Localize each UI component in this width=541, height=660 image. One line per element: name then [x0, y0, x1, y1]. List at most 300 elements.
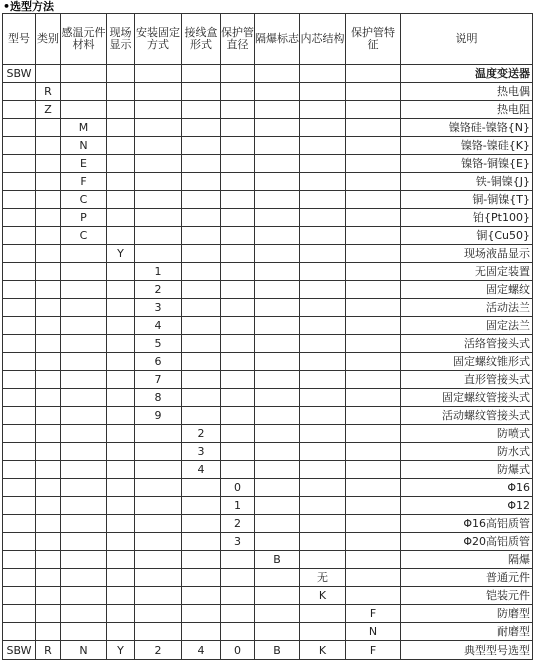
- cell-model: [3, 389, 36, 407]
- cell-category: [36, 245, 61, 263]
- cell-category: [36, 605, 61, 623]
- cell-explosion-proof: [255, 209, 300, 227]
- cell-description: 典型型号选型: [401, 641, 533, 660]
- cell-tube-diameter: [221, 389, 255, 407]
- cell-description: Φ16高铝质管: [401, 515, 533, 533]
- cell-local-display: [107, 407, 135, 425]
- cell-junction-box: [182, 155, 221, 173]
- cell-tube-feature: [346, 191, 401, 209]
- cell-tube-diameter: [221, 425, 255, 443]
- table-row: [3, 191, 533, 209]
- cell-category: [36, 515, 61, 533]
- cell-model: [3, 101, 36, 119]
- header-local-display: 现场显示: [107, 14, 135, 65]
- cell-description: 直形管接头式: [401, 371, 533, 389]
- cell-explosion-proof: [255, 173, 300, 191]
- cell-description: 耐磨型: [401, 623, 533, 641]
- header-category: 类别: [36, 14, 61, 65]
- table-row: [3, 335, 533, 353]
- cell-local-display: [107, 173, 135, 191]
- cell-mounting: [135, 479, 182, 497]
- cell-model: [3, 137, 36, 155]
- cell-local-display: [107, 425, 135, 443]
- cell-explosion-proof: [255, 425, 300, 443]
- table-row: [3, 209, 533, 227]
- cell-tube-feature: [346, 317, 401, 335]
- cell-description: 固定螺纹: [401, 281, 533, 299]
- cell-local-display: Y: [107, 245, 135, 263]
- cell-tube-diameter: [221, 623, 255, 641]
- cell-junction-box: 2: [182, 425, 221, 443]
- cell-description: 防喷式: [401, 425, 533, 443]
- cell-sensor-material: [61, 407, 107, 425]
- cell-category: [36, 353, 61, 371]
- cell-core-structure: [300, 389, 346, 407]
- cell-mounting: 5: [135, 335, 182, 353]
- table-row: [3, 551, 533, 569]
- cell-tube-feature: [346, 335, 401, 353]
- cell-sensor-material: N: [61, 137, 107, 155]
- cell-core-structure: [300, 245, 346, 263]
- cell-tube-feature: [346, 497, 401, 515]
- cell-mounting: [135, 119, 182, 137]
- cell-junction-box: [182, 299, 221, 317]
- cell-tube-diameter: [221, 191, 255, 209]
- cell-core-structure: 无: [300, 569, 346, 587]
- table-row: [3, 425, 533, 443]
- cell-tube-feature: N: [346, 623, 401, 641]
- table-row: [3, 317, 533, 335]
- cell-explosion-proof: [255, 227, 300, 245]
- cell-core-structure: [300, 209, 346, 227]
- cell-model: [3, 497, 36, 515]
- cell-category: [36, 461, 61, 479]
- cell-core-structure: [300, 299, 346, 317]
- cell-core-structure: [300, 227, 346, 245]
- cell-description: 铂{Pt100}: [401, 209, 533, 227]
- table-row: [3, 245, 533, 263]
- cell-junction-box: [182, 533, 221, 551]
- cell-junction-box: [182, 227, 221, 245]
- cell-local-display: [107, 533, 135, 551]
- cell-model: [3, 119, 36, 137]
- cell-tube-feature: [346, 461, 401, 479]
- cell-mounting: 4: [135, 317, 182, 335]
- cell-local-display: [107, 443, 135, 461]
- cell-tube-diameter: [221, 101, 255, 119]
- header-mounting: 安装固定方式: [135, 14, 182, 65]
- cell-model: [3, 245, 36, 263]
- table-row: [3, 299, 533, 317]
- cell-local-display: [107, 353, 135, 371]
- cell-explosion-proof: [255, 353, 300, 371]
- cell-tube-feature: [346, 245, 401, 263]
- cell-description: 镍铬硅-镍铬{N}: [401, 119, 533, 137]
- cell-core-structure: [300, 551, 346, 569]
- cell-description: 活络管接头式: [401, 335, 533, 353]
- cell-category: [36, 281, 61, 299]
- cell-description: 普通元件: [401, 569, 533, 587]
- cell-description: 热电阻: [401, 101, 533, 119]
- cell-sensor-material: M: [61, 119, 107, 137]
- cell-category: [36, 137, 61, 155]
- cell-sensor-material: [61, 317, 107, 335]
- cell-tube-diameter: [221, 335, 255, 353]
- cell-junction-box: [182, 407, 221, 425]
- table-row: [3, 101, 533, 119]
- cell-core-structure: K: [300, 587, 346, 605]
- cell-core-structure: [300, 155, 346, 173]
- cell-tube-diameter: [221, 263, 255, 281]
- cell-sensor-material: [61, 461, 107, 479]
- cell-model: [3, 587, 36, 605]
- cell-model: [3, 569, 36, 587]
- cell-tube-feature: [346, 155, 401, 173]
- cell-explosion-proof: [255, 263, 300, 281]
- cell-explosion-proof: [255, 317, 300, 335]
- cell-tube-feature: [346, 479, 401, 497]
- cell-description: 铜{Cu50}: [401, 227, 533, 245]
- cell-description: 固定法兰: [401, 317, 533, 335]
- cell-sensor-material: [61, 497, 107, 515]
- cell-category: [36, 299, 61, 317]
- cell-category: R: [36, 83, 61, 101]
- cell-junction-box: [182, 569, 221, 587]
- cell-description: 固定螺纹锥形式: [401, 353, 533, 371]
- cell-sensor-material: [61, 263, 107, 281]
- table-row: [3, 173, 533, 191]
- cell-explosion-proof: [255, 497, 300, 515]
- cell-tube-diameter: [221, 605, 255, 623]
- cell-sensor-material: [61, 299, 107, 317]
- cell-mounting: 8: [135, 389, 182, 407]
- cell-category: [36, 443, 61, 461]
- cell-sensor-material: [61, 551, 107, 569]
- cell-explosion-proof: [255, 299, 300, 317]
- cell-sensor-material: [61, 83, 107, 101]
- cell-category: [36, 389, 61, 407]
- cell-junction-box: [182, 65, 221, 83]
- cell-model: [3, 191, 36, 209]
- cell-sensor-material: P: [61, 209, 107, 227]
- cell-mounting: [135, 209, 182, 227]
- cell-core-structure: [300, 173, 346, 191]
- cell-description: 铠装元件: [401, 587, 533, 605]
- cell-sensor-material: [61, 101, 107, 119]
- cell-category: [36, 191, 61, 209]
- cell-local-display: [107, 299, 135, 317]
- table-row: [3, 65, 533, 83]
- cell-explosion-proof: [255, 443, 300, 461]
- cell-category: [36, 65, 61, 83]
- cell-description: 固定螺纹管接头式: [401, 389, 533, 407]
- table-row: [3, 443, 533, 461]
- cell-model: [3, 407, 36, 425]
- cell-local-display: [107, 335, 135, 353]
- cell-tube-feature: F: [346, 641, 401, 660]
- table-row: [3, 227, 533, 245]
- cell-core-structure: [300, 515, 346, 533]
- cell-category: [36, 227, 61, 245]
- cell-category: [36, 425, 61, 443]
- cell-description: Φ20高铝质管: [401, 533, 533, 551]
- cell-mounting: [135, 191, 182, 209]
- cell-description: 热电偶: [401, 83, 533, 101]
- cell-core-structure: [300, 281, 346, 299]
- cell-tube-feature: [346, 443, 401, 461]
- cell-model: [3, 371, 36, 389]
- cell-core-structure: [300, 605, 346, 623]
- cell-core-structure: [300, 407, 346, 425]
- cell-tube-diameter: [221, 299, 255, 317]
- cell-mounting: [135, 569, 182, 587]
- cell-sensor-material: [61, 65, 107, 83]
- cell-local-display: [107, 497, 135, 515]
- cell-tube-feature: [346, 515, 401, 533]
- cell-core-structure: [300, 425, 346, 443]
- cell-core-structure: [300, 533, 346, 551]
- cell-model: [3, 209, 36, 227]
- cell-explosion-proof: [255, 389, 300, 407]
- cell-junction-box: 4: [182, 641, 221, 660]
- cell-category: [36, 569, 61, 587]
- cell-junction-box: [182, 209, 221, 227]
- table-row: [3, 605, 533, 623]
- cell-mounting: 7: [135, 371, 182, 389]
- cell-explosion-proof: [255, 515, 300, 533]
- cell-mounting: 9: [135, 407, 182, 425]
- table-row: [3, 83, 533, 101]
- cell-category: [36, 587, 61, 605]
- cell-description: 温度变送器: [401, 65, 533, 83]
- cell-category: [36, 407, 61, 425]
- cell-local-display: [107, 479, 135, 497]
- cell-description: 无固定装置: [401, 263, 533, 281]
- table-row: [3, 587, 533, 605]
- cell-local-display: [107, 83, 135, 101]
- table-row: [3, 407, 533, 425]
- cell-tube-diameter: 2: [221, 515, 255, 533]
- cell-model: [3, 335, 36, 353]
- cell-local-display: Y: [107, 641, 135, 660]
- cell-tube-feature: [346, 227, 401, 245]
- cell-junction-box: [182, 317, 221, 335]
- cell-tube-diameter: 0: [221, 641, 255, 660]
- cell-description: 防水式: [401, 443, 533, 461]
- cell-tube-feature: [346, 83, 401, 101]
- table-row: [3, 479, 533, 497]
- cell-tube-feature: [346, 119, 401, 137]
- cell-core-structure: [300, 623, 346, 641]
- cell-description: 隔爆: [401, 551, 533, 569]
- cell-junction-box: [182, 137, 221, 155]
- cell-category: Z: [36, 101, 61, 119]
- cell-category: [36, 479, 61, 497]
- table-row: [3, 371, 533, 389]
- cell-local-display: [107, 191, 135, 209]
- cell-explosion-proof: [255, 461, 300, 479]
- cell-category: [36, 371, 61, 389]
- cell-core-structure: [300, 353, 346, 371]
- cell-tube-feature: [346, 281, 401, 299]
- cell-explosion-proof: [255, 407, 300, 425]
- cell-sensor-material: N: [61, 641, 107, 660]
- cell-mounting: [135, 155, 182, 173]
- cell-core-structure: [300, 443, 346, 461]
- cell-core-structure: [300, 371, 346, 389]
- table-row: [3, 461, 533, 479]
- cell-tube-diameter: [221, 371, 255, 389]
- cell-core-structure: [300, 317, 346, 335]
- cell-description: 防磨型: [401, 605, 533, 623]
- cell-local-display: [107, 605, 135, 623]
- cell-core-structure: [300, 101, 346, 119]
- cell-explosion-proof: [255, 569, 300, 587]
- cell-core-structure: [300, 119, 346, 137]
- cell-tube-feature: [346, 533, 401, 551]
- cell-junction-box: [182, 245, 221, 263]
- cell-core-structure: [300, 461, 346, 479]
- cell-mounting: [135, 515, 182, 533]
- cell-tube-diameter: [221, 461, 255, 479]
- cell-tube-feature: [346, 371, 401, 389]
- cell-explosion-proof: [255, 623, 300, 641]
- cell-mounting: [135, 533, 182, 551]
- cell-junction-box: [182, 479, 221, 497]
- cell-explosion-proof: [255, 587, 300, 605]
- cell-model: [3, 281, 36, 299]
- cell-tube-feature: [346, 65, 401, 83]
- cell-sensor-material: [61, 245, 107, 263]
- cell-local-display: [107, 263, 135, 281]
- cell-tube-diameter: [221, 155, 255, 173]
- table-row: [3, 353, 533, 371]
- cell-local-display: [107, 623, 135, 641]
- cell-explosion-proof: [255, 605, 300, 623]
- cell-tube-diameter: [221, 353, 255, 371]
- model-selection-table: [2, 13, 533, 660]
- table-header-row: [3, 14, 533, 65]
- cell-junction-box: [182, 263, 221, 281]
- cell-tube-diameter: [221, 137, 255, 155]
- cell-tube-feature: [346, 569, 401, 587]
- cell-model: [3, 623, 36, 641]
- cell-tube-feature: [346, 263, 401, 281]
- cell-junction-box: [182, 191, 221, 209]
- cell-core-structure: [300, 137, 346, 155]
- table-body: [3, 65, 533, 660]
- cell-local-display: [107, 515, 135, 533]
- cell-mounting: [135, 425, 182, 443]
- cell-local-display: [107, 65, 135, 83]
- cell-mounting: 6: [135, 353, 182, 371]
- cell-category: [36, 623, 61, 641]
- cell-junction-box: [182, 515, 221, 533]
- cell-tube-feature: [346, 425, 401, 443]
- cell-local-display: [107, 281, 135, 299]
- cell-tube-diameter: [221, 173, 255, 191]
- cell-junction-box: [182, 497, 221, 515]
- cell-description: 活动法兰: [401, 299, 533, 317]
- cell-tube-diameter: [221, 443, 255, 461]
- cell-tube-diameter: [221, 119, 255, 137]
- cell-core-structure: [300, 335, 346, 353]
- cell-description: 现场液晶显示: [401, 245, 533, 263]
- cell-sensor-material: [61, 371, 107, 389]
- cell-junction-box: [182, 587, 221, 605]
- header-junction-box: 接线盒形式: [182, 14, 221, 65]
- cell-description: 活动螺纹管接头式: [401, 407, 533, 425]
- cell-mounting: [135, 227, 182, 245]
- cell-category: [36, 497, 61, 515]
- cell-tube-feature: [346, 551, 401, 569]
- cell-explosion-proof: [255, 371, 300, 389]
- cell-tube-feature: [346, 353, 401, 371]
- cell-tube-feature: [346, 209, 401, 227]
- cell-mounting: [135, 461, 182, 479]
- header-core-structure: 内芯结构: [300, 14, 346, 65]
- section-title: •选型方法: [3, 0, 55, 13]
- cell-junction-box: [182, 551, 221, 569]
- cell-mounting: [135, 83, 182, 101]
- cell-mounting: 2: [135, 641, 182, 660]
- cell-mounting: [135, 587, 182, 605]
- cell-sensor-material: [61, 569, 107, 587]
- cell-sensor-material: [61, 281, 107, 299]
- cell-tube-diameter: [221, 407, 255, 425]
- table-row: [3, 533, 533, 551]
- cell-local-display: [107, 551, 135, 569]
- cell-description: 铁-铜镍{J}: [401, 173, 533, 191]
- cell-explosion-proof: [255, 101, 300, 119]
- cell-description: Φ12: [401, 497, 533, 515]
- cell-sensor-material: [61, 443, 107, 461]
- cell-model: [3, 443, 36, 461]
- cell-local-display: [107, 227, 135, 245]
- cell-tube-diameter: [221, 227, 255, 245]
- cell-explosion-proof: [255, 155, 300, 173]
- cell-sensor-material: C: [61, 191, 107, 209]
- cell-sensor-material: [61, 623, 107, 641]
- cell-core-structure: [300, 191, 346, 209]
- cell-model: [3, 533, 36, 551]
- cell-model: [3, 173, 36, 191]
- cell-tube-diameter: 1: [221, 497, 255, 515]
- cell-model: SBW: [3, 65, 36, 83]
- cell-mounting: [135, 551, 182, 569]
- typical-model-row: [3, 641, 533, 660]
- cell-junction-box: [182, 101, 221, 119]
- cell-sensor-material: [61, 587, 107, 605]
- cell-explosion-proof: [255, 65, 300, 83]
- header-tube-feature: 保护管特征: [346, 14, 401, 65]
- table-row: [3, 281, 533, 299]
- cell-local-display: [107, 461, 135, 479]
- cell-tube-diameter: [221, 317, 255, 335]
- table-row: [3, 389, 533, 407]
- header-explosion-proof: 隔爆标志: [255, 14, 300, 65]
- cell-sensor-material: [61, 515, 107, 533]
- cell-tube-feature: [346, 173, 401, 191]
- cell-description: 防爆式: [401, 461, 533, 479]
- cell-local-display: [107, 155, 135, 173]
- cell-tube-feature: [346, 407, 401, 425]
- cell-explosion-proof: [255, 119, 300, 137]
- cell-model: [3, 515, 36, 533]
- cell-sensor-material: F: [61, 173, 107, 191]
- cell-tube-diameter: [221, 569, 255, 587]
- cell-junction-box: [182, 623, 221, 641]
